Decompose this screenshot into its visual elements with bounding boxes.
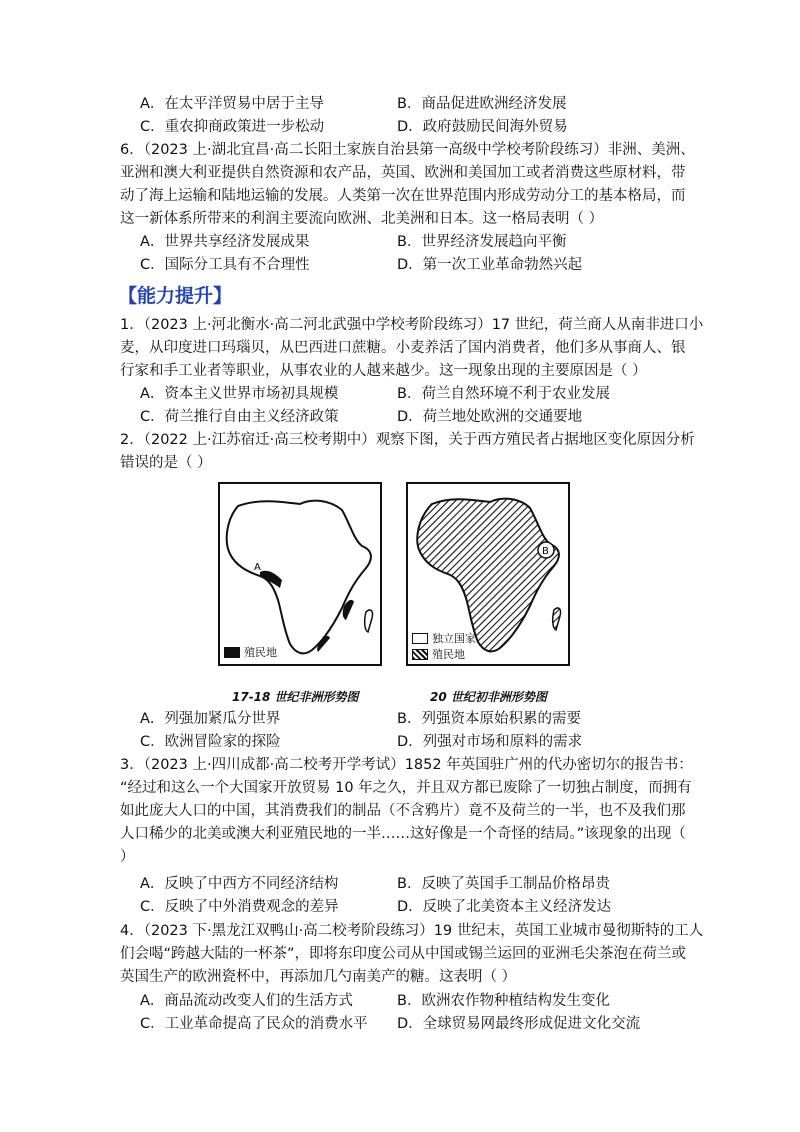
- q6-stem-line-1: 6．（2023 上·湖北宜昌·高二长阳土家族自治县第一高级中学校考阶段练习）非洲、美洲、: [120, 142, 695, 158]
- q3-option-c[interactable]: C．反映了中外消费观念的差异: [140, 899, 339, 915]
- q3-stem-line-2: “经过和这么一个大国家开放贸易 10 年之久，并且双方都已废除了一切独占制度，而拥有: [120, 780, 692, 796]
- q4-stem-line-3: 英国生产的欧洲瓷杯中，再添加几勺南美产的糖。这表明（ ）: [120, 969, 517, 985]
- q1-option-b[interactable]: B．荷兰自然环境不利于农业发展: [397, 386, 610, 402]
- q4-stem-line-1: 4．（2023 下·黑龙江双鸭山·高二校考阶段练习）19 世纪末，英国工业城市曼彻斯特的工人: [120, 923, 704, 939]
- map2-legend-independent: [412, 630, 476, 646]
- map2-caption: 20 世纪初非洲形势图: [430, 690, 547, 704]
- map1-legend: [224, 644, 277, 660]
- q2-option-b[interactable]: B．列强资本原始积累的需要: [397, 711, 581, 727]
- q1-option-a[interactable]: A．资本主义世界市场初具规模: [140, 386, 339, 402]
- q6-option-b[interactable]: B．世界经济发展趋向平衡: [397, 234, 567, 250]
- map2-label-b: B: [542, 546, 549, 557]
- independent-swatch-icon: [412, 633, 428, 644]
- q3-option-a[interactable]: A．反映了中西方不同经济结构: [140, 876, 339, 892]
- q1-stem-line-2: 麦，从印度进口玛瑙贝，从巴西进口蔗糖。小麦养活了国内消费者，他们多从事商人、银: [120, 340, 686, 356]
- colony-swatch-icon: [224, 647, 240, 658]
- q4-stem-line-2: 们会喝“跨越大陆的一杯茶”，即将东印度公司从中国或锡兰运回的亚洲毛尖茶泡在荷兰或: [120, 946, 687, 962]
- q1-option-d[interactable]: D．荷兰地处欧洲的交通要地: [397, 409, 583, 425]
- map1-caption: 17-18 世纪非洲形势图: [232, 690, 359, 704]
- q2-option-c[interactable]: C．欧洲冒险家的探险: [140, 734, 281, 750]
- q1-stem-line-3: 行家和手工业者等职业，从事农业的人越来越少。这一现象出现的主要原因是（ ）: [120, 363, 647, 379]
- q3-stem-line-5: ）: [120, 849, 135, 865]
- q5-option-a[interactable]: A．在太平洋贸易中居于主导: [140, 96, 324, 112]
- q6-option-c[interactable]: C．国际分工具有不合理性: [140, 257, 310, 273]
- colony-hatch-swatch-icon: [412, 649, 428, 660]
- q4-option-b[interactable]: B．欧洲农作物种植结构发生变化: [397, 993, 610, 1009]
- q2-stem-line-1: 2．（2022 上·江苏宿迁·高三校考期中）观察下图，关于西方殖民者占据地区变化原因分析: [120, 432, 695, 448]
- africa-map-17-18c: [218, 482, 382, 666]
- q6-option-a[interactable]: A．世界共享经济发展成果: [140, 234, 310, 250]
- q1-option-c[interactable]: C．荷兰推行自由主义经济政策: [140, 409, 339, 425]
- q3-stem-line-4: 人口稀少的北美或澳大利亚殖民地的一半……这好像是一个奇怪的结局。”该现象的出现（: [120, 826, 686, 842]
- q3-option-d[interactable]: D．反映了北美资本主义经济发达: [397, 899, 612, 915]
- q6-stem-line-2: 亚洲和澳大利亚提供自然资源和农产品，英国、欧洲和美国加工或者消费这些原材料，带: [120, 165, 686, 181]
- map2-legend-colony-label: 殖民地: [432, 648, 465, 661]
- africa-map-20c: [406, 482, 570, 666]
- q2-stem-line-2: 错误的是（ ）: [120, 455, 212, 471]
- map2-legend-independent-label: 独立国家: [432, 632, 476, 645]
- q4-option-a[interactable]: A．商品流动改变人们的生活方式: [140, 993, 353, 1009]
- q3-stem-line-1: 3．（2023 上·四川成都·高二校考开学考试）1852 年英国驻广州的代办密切尔的报告书：: [120, 757, 693, 773]
- africa-outline-map-1: [220, 484, 380, 664]
- q5-option-b[interactable]: B．商品促进欧洲经济发展: [397, 96, 567, 112]
- q2-option-a[interactable]: A．列强加紧瓜分世界: [140, 711, 281, 727]
- map1-legend-label: 殖民地: [244, 646, 277, 659]
- q3-stem-line-3: 如此庞大人口的中国，其消费我们的制品（不含鸦片）竟不及荷兰的一半，也不及我们那: [120, 803, 686, 819]
- section-title-ability: 【能力提升】: [118, 285, 233, 307]
- q2-option-d[interactable]: D．列强对市场和原料的需求: [397, 734, 583, 750]
- q6-option-d[interactable]: D．第一次工业革命勃然兴起: [397, 257, 583, 273]
- q3-option-b[interactable]: B．反映了英国手工制品价格昂贵: [397, 876, 610, 892]
- q6-stem-line-4: 这一新体系所带来的利润主要流向欧洲、北美洲和日本。这一格局表明（ ）: [120, 211, 604, 227]
- map2-legend-colony: [412, 646, 465, 662]
- q5-option-c[interactable]: C．重农抑商政策进一步松动: [140, 119, 325, 135]
- q1-stem-line-1: 1．（2023 上·河北衡水·高二河北武强中学校考阶段练习）17 世纪，荷兰商人从南非进口小: [120, 317, 704, 333]
- q6-stem-line-3: 动了海上运输和陆地运输的发展。人类第一次在世界范围内形成劳动分工的基本格局，而: [120, 188, 686, 204]
- map1-label-a: A: [254, 562, 261, 573]
- q4-option-c[interactable]: C．工业革命提高了民众的消费水平: [140, 1016, 368, 1032]
- q5-option-d[interactable]: D．政府鼓励民间海外贸易: [397, 119, 568, 135]
- africa-maps-figure: [218, 482, 582, 702]
- q4-option-d[interactable]: D．全球贸易网最终形成促进文化交流: [397, 1016, 641, 1032]
